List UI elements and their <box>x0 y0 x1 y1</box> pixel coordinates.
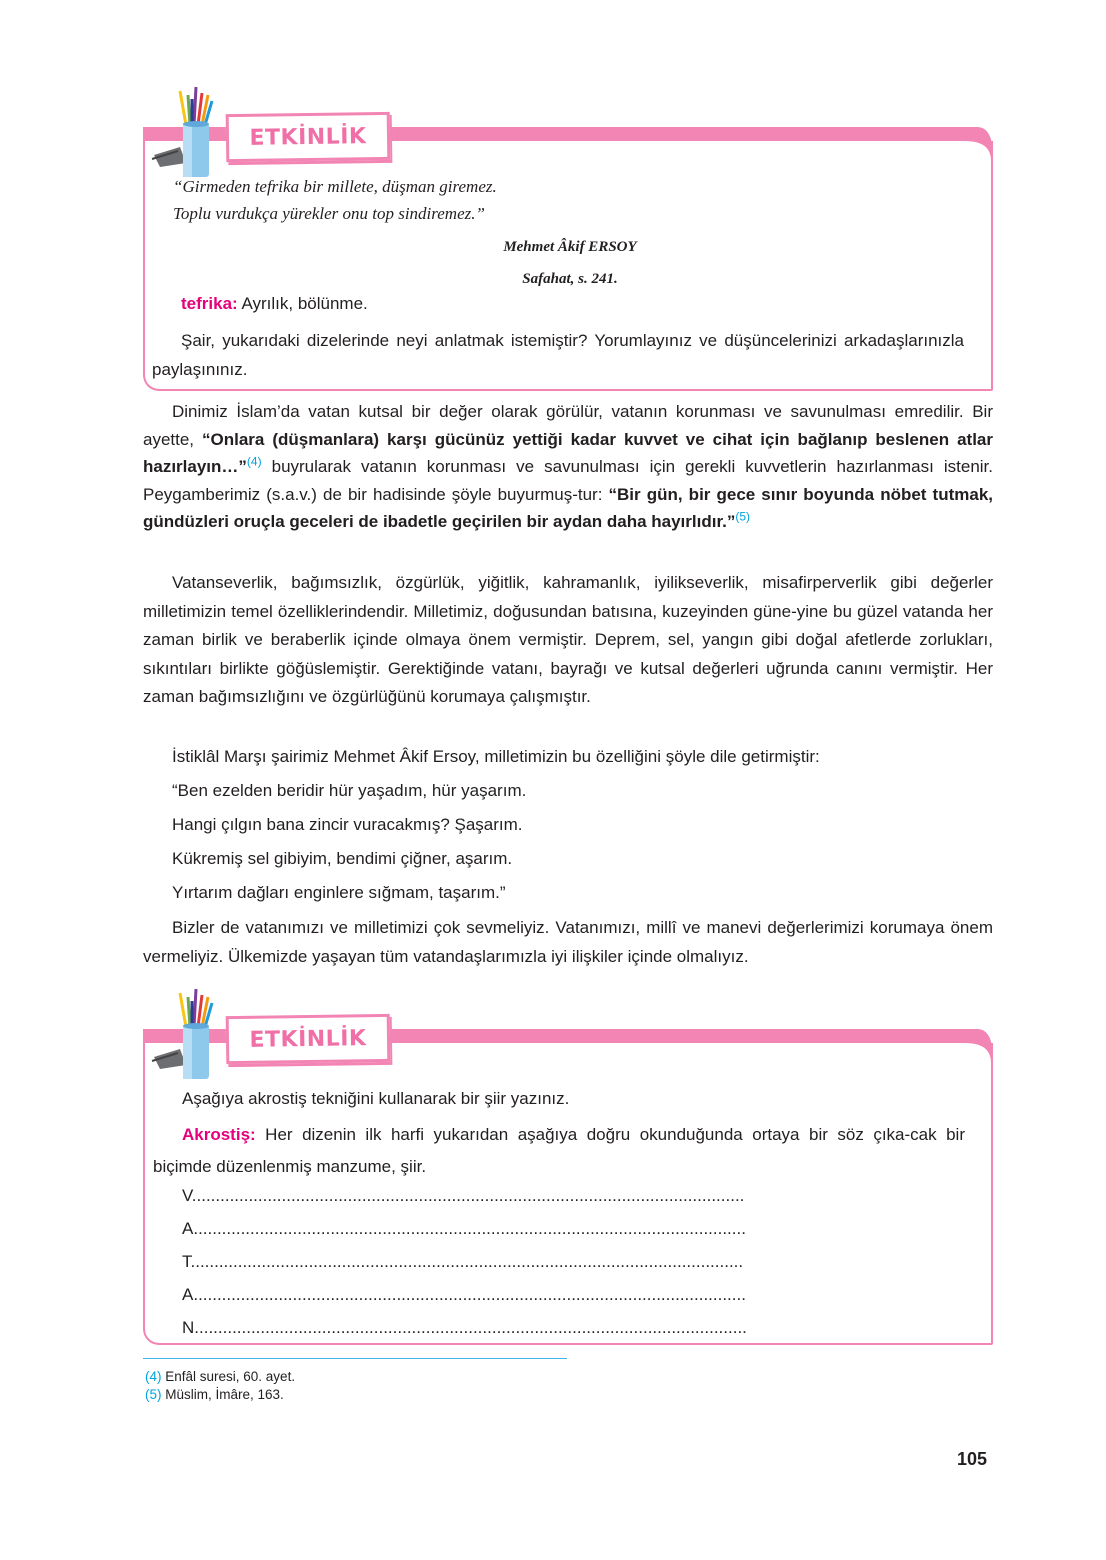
term-text: Ayrılık, bölünme. <box>237 294 368 313</box>
poem-line-1: “Girmeden tefrika bir millete, düşman giremez. <box>173 177 497 196</box>
acrostic-line-a1[interactable]: A..................................................................................................................... <box>182 1219 746 1238</box>
poem-source: Safahat, s. 241. <box>522 271 618 287</box>
paragraph-1 <box>143 398 993 536</box>
term-label: Akrostiş: <box>182 1125 256 1144</box>
acrostic-line-a2[interactable]: A..................................................................................................................... <box>182 1285 746 1304</box>
activity-title: ETKİNLİK <box>249 123 367 151</box>
page-number: 105 <box>957 1449 988 1469</box>
acrostic-line-n[interactable]: N..................................................................................................................... <box>182 1318 747 1337</box>
akrostis-definition <box>153 1119 965 1183</box>
pencil-cup-icon <box>150 987 220 1082</box>
verse-line-2: Hangi çılgın bana zincir vuracakmış? Şaşarım. <box>172 815 523 834</box>
activity2-instruction: Aşağıya akrostiş tekniğini kullanarak bir şiir yazınız. <box>182 1089 570 1108</box>
poem-author: Mehmet Âkif ERSOY <box>503 239 637 255</box>
p1-text-b: buyrularak vatanın korunması ve savunulması için gerekli kuvvetlerin hazırlanması istenir. Peygamberimiz (s.a.v.) de bir hadisinde şöyle buyurmuş-tur: <box>143 457 993 504</box>
paragraph-3: İstiklâl Marşı şairimiz Mehmet Âkif Ersoy, milletimizin bu özelliğini şöyle dile getirmiştir: <box>172 747 820 766</box>
paragraph-2: Vatanseverlik, bağımsızlık, özgürlük, yiğitlik, kahramanlık, iyilikseverlik, misafirperverlik gibi değerler milletimizin temel özelliklerindendir. Milletimiz, doğusundan batısına, kuzeyinden güne-yine bu güzel vatanda her zaman birlik ve beraberlik içinde olmaya önem vermiştir. Deprem, sel, yangın gibi doğal afetlerde zorlukları, sıkıntıları birlikte göğüslemiştir. Gerektiğinde vatanı, bayrağı ve kutsal değerleri uğrunda canını vermiştir. Her zaman bağımsızlığını ve özgürlüğünü korumaya çalışmıştır. <box>143 573 993 706</box>
activity-title-tab <box>226 1014 391 1064</box>
term-definition <box>181 290 368 317</box>
p1-text-a: Dinimiz İslam’da vatan kutsal bir değer olarak görülür, vatanın korunması ve savunulması emredilir. Bir ayette, <box>143 402 993 449</box>
term-label: tefrika: <box>181 294 238 313</box>
footnote-ref-5[interactable]: (5) <box>735 509 751 524</box>
activity-title-tab <box>226 112 391 162</box>
activity-title: ETKİNLİK <box>249 1025 367 1053</box>
footnote-4: (4) Enfâl suresi, 60. ayet. <box>145 1369 296 1384</box>
footnote-5: (5) Müslim, İmâre, 163. <box>145 1387 284 1402</box>
acrostic-line-v[interactable]: V..................................................................................................................... <box>182 1186 745 1205</box>
verse-line-4: Yırtarım dağları enginlere sığmam, taşarım.” <box>172 883 506 902</box>
verse-line-1: “Ben ezelden beridir hür yaşadım, hür yaşarım. <box>172 781 527 800</box>
acrostic-line-t[interactable]: T..................................................................................................................... <box>182 1252 744 1271</box>
footnote-divider <box>143 1358 567 1359</box>
term-text: Her dizenin ilk harfi yukarıdan aşağıya doğru okunduğunda ortaya bir söz çıka-cak bir biçimde düzenlenmiş manzume, şiir. <box>153 1125 965 1176</box>
poem-line-2: Toplu vurdukça yürekler onu top sindiremez.” <box>173 204 485 223</box>
activity-question: Şair, yukarıdaki dizelerinde neyi anlatmak istemiştir? Yorumlayınız ve düşüncelerinizi arkadaşlarınızla paylaşınınız. <box>152 331 964 379</box>
ayah-quote: “Onlara (düşmanlara) karşı gücünüz yettiği kadar kuvvet ve cihat için bağlanıp beslenen atlar hazırlayın…” <box>143 429 993 476</box>
hadith-quote: “Bir gün, bir gece sınır boyunda nöbet tutmak, gündüzleri oruçla geceleri de ibadetle geçirilen bir aydan daha hayırlıdır.” <box>143 484 994 531</box>
paragraph-4: Bizler de vatanımızı ve milletimizi çok sevmeliyiz. Vatanımızı, millî ve manevi değerlerimizi korumaya önem vermeliyiz. Ülkemizde yaşayan tüm vatandaşlarımızla iyi ilişkiler içinde olmalıyız. <box>143 918 993 966</box>
footnote-ref-4[interactable]: (4) <box>246 454 262 469</box>
pencil-cup-icon <box>150 85 220 180</box>
verse-line-3: Kükremiş sel gibiyim, bendimi çiğner, aşarım. <box>172 849 513 868</box>
